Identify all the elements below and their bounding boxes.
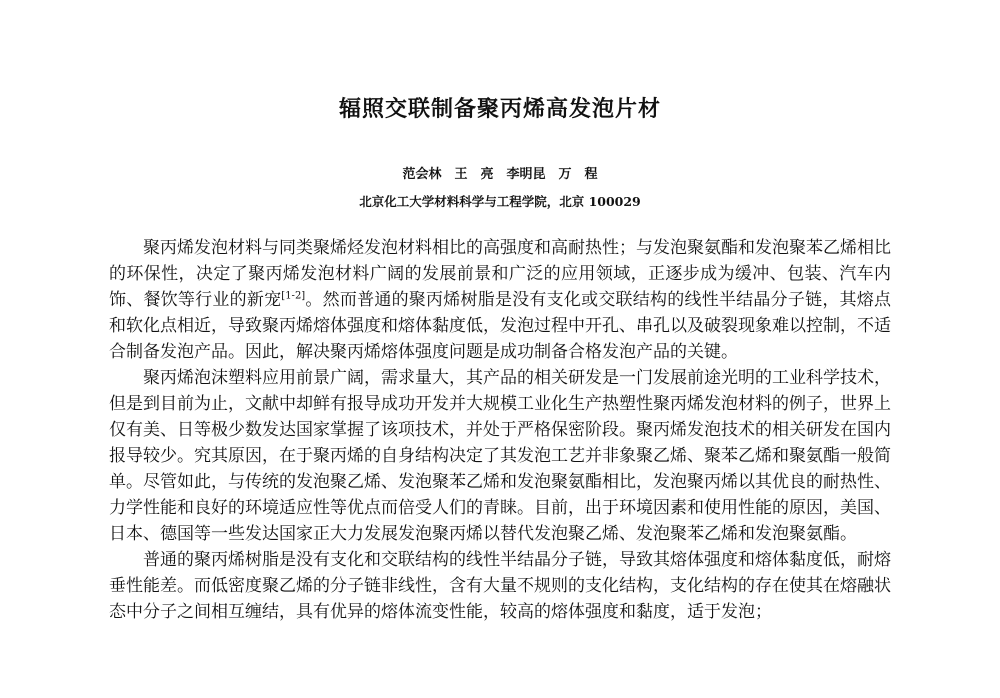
affiliation: 北京化工大学材料科学与工程学院，北京 100029 xyxy=(359,194,641,209)
paragraph-3: 普通的聚丙烯树脂是没有支化和交联结构的线性半结晶分子链，导致其熔体强度和熔体黏度低，耐熔垂性能差。而低密度聚乙烯的分子链非线性，含有大量不规则的支化结构，支化结构的存在使其在熔融状态中分子之间相互缠结，具有优异的熔体流变性能，较高的熔体强度和黏度，适于发泡； xyxy=(109,550,891,622)
paragraph-1 xyxy=(109,235,891,365)
paper-title: 辐照交联制备聚丙烯高发泡片材 xyxy=(338,97,661,122)
paragraph-1-text-a: 聚丙烯发泡材料与同类聚烯烃发泡材料相比的高强度和高耐热性；与发泡聚氨酯和发泡聚苯乙烯相比的环保性，决定了聚丙烯发泡材料广阔的发展前景和广泛的应用领域，正逐步成为缓冲、包装、汽车内饰、餐饮等行业的新宠 xyxy=(109,238,891,310)
paragraph-2: 聚丙烯泡沫塑料应用前景广阔，需求量大，其产品的相关研发是一门发展前途光明的工业科学技术，但是到目前为止，文献中却鲜有报导成功开发并大规模工业化生产热塑性聚丙烯发泡材料的例子，世界上仅有美、日等极少数发达国家掌握了该项技术，并处于严格保密阶段。聚丙烯发泡技术的相关研发在国内报导较少。究其原因，在于聚丙烯的自身结构决定了其发泡工艺并非象聚乙烯、聚苯乙烯和聚氨酯一般简单。尽管如此，与传统的发泡聚乙烯、发泡聚苯乙烯和发泡聚氨酯相比，发泡聚丙烯以其优良的耐热性、力学性能和良好的环境适应性等优点而倍受人们的青睐。目前，出于环境因素和使用性能的原因，美国、日本、德国等一些发达国家正大力发展发泡聚丙烯以替代发泡聚乙烯、发泡聚苯乙烯和发泡聚氨酯。 xyxy=(109,368,891,544)
paragraph-1-text-b: 。然而普通的聚丙烯树脂是没有支化或交联结构的线性半结晶分子链，其熔点和软化点相近，导致聚丙烯熔体强度和熔体黏度低，发泡过程中开孔、串孔以及破裂现象难以控制，不适合制备发泡产品。因此，解决聚丙烯熔体强度问题是成功制备合格发泡产品的关键。 xyxy=(109,290,892,362)
author-list: 范会林 王 亮 李明昆 万 程 xyxy=(402,167,598,182)
citation-ref: [1-2] xyxy=(281,290,306,302)
body-text xyxy=(109,235,891,625)
